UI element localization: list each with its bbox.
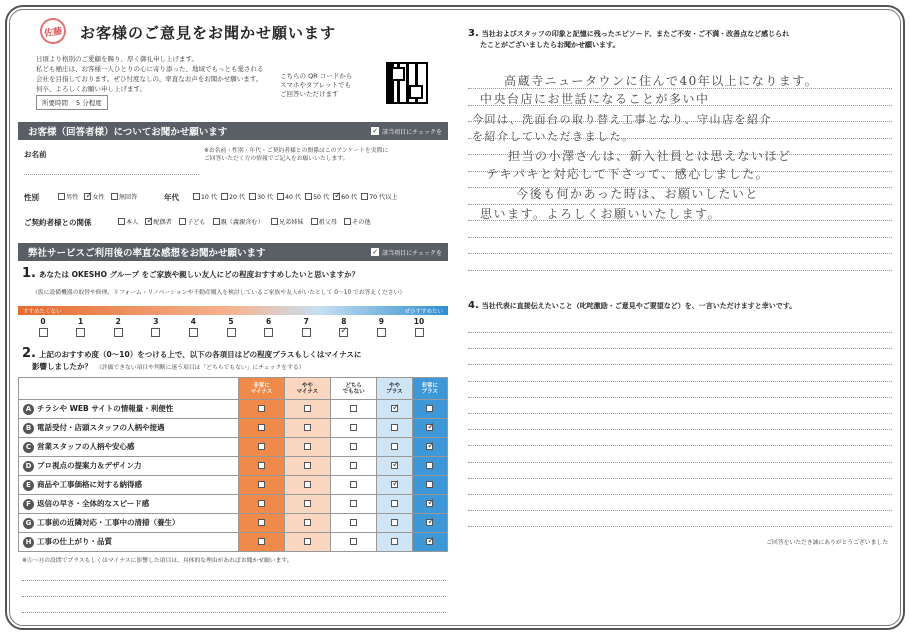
- rating-cell[interactable]: [412, 457, 447, 476]
- scale-option-2[interactable]: [99, 317, 137, 337]
- answer-line[interactable]: [468, 510, 892, 511]
- intro-line: 私ども桶庄は、お客様一人ひとりの心に寄り添った、地域でもっとも愛される: [36, 65, 264, 73]
- rating-cell[interactable]: [377, 457, 412, 476]
- handwriting-line: 担当の小澤さんは、新入社員とは思えないほど: [508, 149, 792, 163]
- option-label: 30 代: [257, 194, 274, 201]
- row-label: [19, 457, 239, 476]
- scale-option-4[interactable]: [174, 317, 212, 337]
- rating-cell[interactable]: [239, 533, 285, 552]
- row-label-text: 工事の仕上がり・品質: [37, 537, 112, 546]
- option-label: 50 代: [313, 194, 330, 201]
- handwriting-line: 高蔵寺ニュータウンに住んで40年以上になります。: [504, 74, 819, 88]
- option-label: 10 代: [201, 194, 218, 201]
- checkbox[interactable]: [426, 405, 433, 412]
- rating-cell[interactable]: [377, 400, 412, 419]
- table-row: [19, 495, 448, 514]
- checkbox[interactable]: [118, 218, 125, 225]
- rating-cell[interactable]: [330, 419, 377, 438]
- checkbox[interactable]: [304, 481, 311, 488]
- table-row: [19, 533, 448, 552]
- check-note-text: 該当項目にチェックを: [382, 249, 442, 257]
- scale-number: 8: [341, 317, 347, 326]
- intro-line: 日頃より格別のご愛顧を賜り、厚く御礼申し上げます。: [36, 55, 198, 63]
- question-3: [468, 28, 789, 40]
- thanks-text: ご回答をいただき誠にありがとうございました: [766, 540, 888, 546]
- table-row: [19, 419, 448, 438]
- relation-option[interactable]: [271, 217, 304, 226]
- rating-cell[interactable]: [330, 495, 377, 514]
- rating-cell[interactable]: [330, 457, 377, 476]
- rating-cell[interactable]: [239, 438, 285, 457]
- answer-line[interactable]: [468, 462, 892, 463]
- checkbox[interactable]: [258, 462, 265, 469]
- checkbox[interactable]: [350, 538, 357, 545]
- scale-high-label: ぜひすすめたい: [404, 308, 443, 315]
- rating-cell[interactable]: [239, 419, 285, 438]
- check-note: [371, 248, 442, 257]
- row-label: [19, 514, 239, 533]
- qr-caption-line: こちらの QR コードから: [280, 72, 353, 80]
- checkbox[interactable]: [258, 519, 265, 526]
- scale-number: 7: [303, 317, 309, 326]
- checkbox-checked[interactable]: [145, 218, 152, 225]
- answer-line[interactable]: [468, 253, 892, 254]
- table-row: [19, 438, 448, 457]
- question-2-number: 2.: [22, 346, 36, 361]
- intro-line: 何卒、よろしくお願い申し上げます。: [36, 85, 146, 93]
- scale-number: 2: [115, 317, 121, 326]
- scale-option-7[interactable]: [287, 317, 325, 337]
- checkbox-checked[interactable]: [339, 328, 348, 337]
- row-label-text: 電話受付・店頭スタッフの人柄や接遇: [37, 423, 165, 432]
- checkbox-checked[interactable]: [391, 405, 398, 412]
- column-header: どちら でもない: [330, 378, 377, 400]
- rating-cell[interactable]: [412, 514, 447, 533]
- rating-cell[interactable]: [239, 457, 285, 476]
- checkbox[interactable]: [277, 193, 284, 200]
- right-page: [468, 14, 892, 624]
- option-label: 兄弟姉妹: [278, 219, 304, 226]
- name-seal-stamp: 佐藤: [38, 16, 67, 45]
- table-header-blank: [19, 378, 239, 400]
- row-mark-icon: F: [23, 499, 34, 510]
- gender-label: 性別: [24, 193, 39, 202]
- row-mark-icon: C: [23, 442, 34, 453]
- rating-cell[interactable]: [330, 438, 377, 457]
- checkbox[interactable]: [305, 193, 312, 200]
- table-row: [19, 514, 448, 533]
- checkbox[interactable]: [350, 481, 357, 488]
- checkbox[interactable]: [391, 424, 398, 431]
- relation-option-checked[interactable]: [145, 217, 172, 226]
- checkbox[interactable]: [391, 443, 398, 450]
- gender-option-female[interactable]: [84, 192, 104, 201]
- checkbox[interactable]: [391, 519, 398, 526]
- page-title: お客様のご意見をお聞かせ願います: [80, 24, 337, 42]
- table-header-row: [19, 378, 448, 400]
- checkbox[interactable]: [76, 328, 85, 337]
- column-header: 非常に プラス: [412, 378, 447, 400]
- handwriting-line: テキパキと対応して下さって、感心しました。: [486, 167, 770, 181]
- name-input-line[interactable]: [24, 174, 199, 175]
- handwriting-line: 中央台店にお世話になることが多い中: [480, 92, 710, 106]
- handwriting-line: 今後も何かあった時は、お願いしたいと: [516, 187, 759, 201]
- rating-cell[interactable]: [239, 476, 285, 495]
- age-option[interactable]: [193, 192, 217, 201]
- reason-input-line[interactable]: [22, 596, 446, 597]
- check-note-icon: ✓: [372, 127, 379, 135]
- table-row: [19, 476, 448, 495]
- table-row: [19, 400, 448, 419]
- checkbox-checked[interactable]: [391, 462, 398, 469]
- rating-cell[interactable]: [284, 400, 330, 419]
- answer-line[interactable]: [468, 478, 892, 479]
- time-value: 5 分程度: [76, 99, 102, 107]
- relation-option[interactable]: [118, 217, 138, 226]
- checkbox[interactable]: [344, 218, 351, 225]
- row-label-text: チラシや WEB サイトの情報量・利便性: [37, 404, 174, 413]
- row-label-text: 返信の早さ・全体的なスピード感: [37, 499, 150, 508]
- handwriting-line: 思います。よろしくお願いいたします。: [480, 207, 722, 221]
- scale-option-10[interactable]: [400, 317, 438, 337]
- option-label: 祖父母: [318, 219, 338, 226]
- checkbox[interactable]: [227, 328, 236, 337]
- row-mark-icon: A: [23, 404, 34, 415]
- checkbox[interactable]: [58, 193, 65, 200]
- question-3-number: 3.: [468, 28, 479, 39]
- answer-line[interactable]: [468, 397, 892, 398]
- checkbox[interactable]: [271, 218, 278, 225]
- section1-title: お客様（回答者様）についてお聞かせ願います: [28, 127, 228, 138]
- row-label: [19, 495, 239, 514]
- checkbox[interactable]: [39, 328, 48, 337]
- checkbox[interactable]: [151, 328, 160, 337]
- rating-cell[interactable]: [330, 400, 377, 419]
- rating-cell[interactable]: [284, 514, 330, 533]
- rating-cell[interactable]: [377, 495, 412, 514]
- intro-text: [36, 54, 298, 94]
- option-label: 子ども: [186, 219, 206, 226]
- rating-cell[interactable]: [377, 438, 412, 457]
- handwriting-line: 今回は、洗面台の取り替え工事となり、守山店を紹介: [472, 113, 772, 126]
- checkbox[interactable]: [304, 538, 311, 545]
- rating-cell[interactable]: [330, 514, 377, 533]
- scale-number: 6: [265, 317, 272, 326]
- relation-label: ご契約者様との関係: [24, 218, 92, 227]
- question-4-text: 当社代表に直接伝えたいこと（叱咤激励・ご意見やご要望など）を、一言いただけますと幸いです。: [481, 302, 797, 310]
- question-4-number: 4.: [468, 300, 479, 311]
- scale-option-6[interactable]: [250, 317, 288, 337]
- rating-cell[interactable]: [412, 476, 447, 495]
- scale-low-label: すすめたくない: [23, 308, 62, 315]
- age-option[interactable]: [249, 192, 273, 201]
- checkbox[interactable]: [249, 193, 256, 200]
- scale-option-3[interactable]: [137, 317, 175, 337]
- checkbox[interactable]: [350, 519, 357, 526]
- time-required-box: [36, 95, 108, 110]
- time-label: 所要時間: [42, 99, 68, 107]
- scale-number: 10: [413, 317, 425, 326]
- option-label: 親（義親含む）: [220, 219, 264, 226]
- rating-cell[interactable]: [412, 533, 447, 552]
- evaluation-table: [18, 377, 448, 552]
- recommend-scale-header: [18, 306, 448, 315]
- rating-cell[interactable]: [284, 438, 330, 457]
- privacy-note-line: ※お名前・性別・年代・ご契約者様との関係はこのアンケートを実際に: [204, 148, 389, 154]
- question-3-text: 当社およびスタッフの印象と記憶に残ったエピソード、またご不安・ご不満・改善点など感じられ: [481, 30, 790, 38]
- qr-caption: [280, 72, 380, 99]
- checkbox[interactable]: [304, 519, 311, 526]
- checkbox[interactable]: [350, 462, 357, 469]
- rating-cell[interactable]: [239, 514, 285, 533]
- checkbox[interactable]: [258, 481, 265, 488]
- scale-option-8[interactable]: [325, 317, 363, 337]
- question-2-text: 上記のおすすめ度（0～10）をつける上で、以下の各項目はどの程度プラスもしくはマイナスに: [38, 350, 362, 359]
- answer-line[interactable]: [468, 494, 892, 495]
- relation-options: [118, 217, 371, 226]
- rating-cell[interactable]: [412, 400, 447, 419]
- row-label-text: 営業スタッフの人柄や安心感: [37, 442, 135, 451]
- scale-number: 1: [77, 317, 84, 326]
- section2-header: [18, 243, 448, 261]
- checkbox[interactable]: [391, 500, 398, 507]
- question-4: [468, 300, 796, 312]
- row-label: [19, 419, 239, 438]
- qr-caption-line: ご回答いただけます: [280, 90, 339, 98]
- handwriting-line: を紹介していただきました。: [472, 130, 635, 143]
- qr-caption-line: スマホやタブレットでも: [280, 81, 352, 89]
- checkbox[interactable]: [311, 218, 318, 225]
- age-option[interactable]: [277, 192, 301, 201]
- table-row: [19, 457, 448, 476]
- check-note: [371, 127, 442, 136]
- answer-line[interactable]: [468, 413, 892, 414]
- table-footnote: ※Ⓐ～Ⓗの設問でプラスもしくはマイナスに影響した項目は、具体的な理由があればお聞かせ願います。: [22, 558, 293, 564]
- answer-line[interactable]: [468, 445, 892, 446]
- answer-line[interactable]: [468, 381, 892, 382]
- check-note-icon: ✓: [372, 248, 379, 256]
- checkbox[interactable]: [391, 538, 398, 545]
- checkbox[interactable]: [258, 424, 265, 431]
- answer-line[interactable]: [468, 348, 892, 349]
- reason-input-line[interactable]: [22, 580, 446, 581]
- option-label: 60 代: [341, 194, 358, 201]
- rating-cell[interactable]: [377, 533, 412, 552]
- rating-cell[interactable]: [284, 419, 330, 438]
- checkbox[interactable]: [258, 443, 265, 450]
- gender-options: [58, 192, 137, 201]
- answer-line[interactable]: [468, 270, 892, 271]
- checkbox-checked[interactable]: [426, 424, 433, 431]
- row-mark-icon: D: [23, 461, 34, 472]
- relation-option[interactable]: [311, 217, 338, 226]
- reason-input-line[interactable]: [22, 612, 446, 613]
- rating-cell[interactable]: [412, 438, 447, 457]
- checkbox-checked[interactable]: [426, 443, 433, 450]
- checkbox[interactable]: [350, 405, 357, 412]
- question-1-sub: （仮に設備機器の取替や修理、リフォーム・リノベーションや不動産購入を検討しているご家族や友人がいたとして 0～10 でお答えください）: [32, 290, 406, 296]
- rating-cell[interactable]: [284, 533, 330, 552]
- age-label: 年代: [164, 193, 179, 202]
- row-mark-icon: H: [23, 537, 34, 548]
- column-header: 非常に マイナス: [239, 378, 285, 400]
- option-label: その他: [352, 219, 371, 226]
- question-1: [22, 266, 359, 281]
- checkbox[interactable]: [213, 218, 220, 225]
- checkbox[interactable]: [258, 538, 265, 545]
- question-1-text: あなたは OKESHO グループ をご家族や親しい友人にどの程度おすすめしたいと思いますか？: [38, 270, 360, 279]
- scale-option-1[interactable]: [62, 317, 100, 337]
- column-header: やや プラス: [377, 378, 412, 400]
- checkbox-checked[interactable]: [426, 500, 433, 507]
- row-label-text: 商品や工事価格に対する納得感: [37, 480, 142, 489]
- scale-number: 9: [378, 317, 384, 326]
- option-label: 20 代: [229, 194, 246, 201]
- checkbox[interactable]: [426, 462, 433, 469]
- answer-line[interactable]: [468, 364, 892, 365]
- age-option[interactable]: [221, 192, 245, 201]
- row-label: [19, 476, 239, 495]
- section2-title: 弊社サービスご利用後の率直な感想をお聞かせ願います: [28, 248, 266, 259]
- checkbox[interactable]: [302, 328, 311, 337]
- question-1-number: 1.: [22, 266, 36, 281]
- age-option-checked[interactable]: [333, 192, 357, 201]
- checkbox[interactable]: [350, 443, 357, 450]
- row-label: [19, 438, 239, 457]
- answer-line[interactable]: [468, 429, 892, 430]
- rating-cell[interactable]: [284, 457, 330, 476]
- checkbox[interactable]: [189, 328, 198, 337]
- option-label: 男性: [66, 194, 79, 201]
- checkbox[interactable]: [304, 443, 311, 450]
- option-label: 女性: [92, 194, 105, 201]
- answer-line[interactable]: [468, 332, 892, 333]
- rating-cell[interactable]: [377, 514, 412, 533]
- checkbox[interactable]: [114, 328, 123, 337]
- row-label: [19, 400, 239, 419]
- relation-option[interactable]: [179, 217, 206, 226]
- privacy-note-line: ご回答いただく方の情報でご記入をお願いいたします。: [204, 156, 349, 162]
- question-3-text: たことがございましたらお聞かせ願います。: [480, 41, 620, 49]
- checkbox[interactable]: [304, 424, 311, 431]
- rating-cell[interactable]: [239, 495, 285, 514]
- option-label: 配偶者: [153, 219, 172, 226]
- checkbox[interactable]: [264, 328, 273, 337]
- checkbox[interactable]: [426, 481, 433, 488]
- gender-option-none[interactable]: [111, 192, 138, 201]
- intro-line: 会社を目指しております。ぜひ忖度なしの、率直なお声をお聞かせ願います。: [36, 75, 263, 83]
- option-label: 70 代以上: [369, 194, 398, 201]
- checkbox-checked[interactable]: [391, 481, 398, 488]
- checkbox-checked[interactable]: [426, 519, 433, 526]
- question-2-text: 影響しましたか？: [32, 362, 92, 371]
- section1-header: [18, 122, 448, 140]
- rating-cell[interactable]: [330, 476, 377, 495]
- checkbox[interactable]: [350, 424, 357, 431]
- rating-cell[interactable]: [284, 495, 330, 514]
- option-label: 本人: [126, 219, 139, 226]
- age-option[interactable]: [305, 192, 329, 201]
- rating-cell[interactable]: [330, 533, 377, 552]
- age-option[interactable]: [361, 192, 397, 201]
- answer-line[interactable]: [468, 526, 892, 527]
- row-label: [19, 533, 239, 552]
- check-note-text: 該当項目にチェックを: [382, 128, 442, 136]
- rating-cell[interactable]: [412, 419, 447, 438]
- checkbox-checked[interactable]: [333, 193, 340, 200]
- scale-option-0[interactable]: [24, 317, 62, 337]
- scale-option-5[interactable]: [212, 317, 250, 337]
- option-label: 40 代: [285, 194, 302, 201]
- rating-cell[interactable]: [239, 400, 285, 419]
- scale-number: 4: [190, 317, 196, 326]
- left-page: [18, 14, 448, 624]
- age-options: [193, 192, 398, 201]
- relation-option[interactable]: [213, 217, 264, 226]
- gender-option-male[interactable]: [58, 192, 78, 201]
- row-label-text: プロ視点の提案力＆デザイン力: [37, 461, 142, 470]
- option-label: 無回答: [118, 194, 138, 201]
- name-label: お名前: [24, 150, 47, 159]
- checkbox[interactable]: [258, 405, 265, 412]
- row-mark-icon: E: [23, 480, 34, 491]
- scale-number: 5: [228, 317, 234, 326]
- checkbox[interactable]: [258, 500, 265, 507]
- checkbox[interactable]: [350, 500, 357, 507]
- row-label-text: 工事前の近隣対応・工事中の清掃（養生）: [37, 518, 180, 527]
- question-2-line2: [32, 361, 304, 372]
- rating-cell[interactable]: [377, 419, 412, 438]
- scale-number: 3: [153, 317, 159, 326]
- answer-line[interactable]: [468, 237, 892, 238]
- column-header: やや マイナス: [284, 378, 330, 400]
- row-mark-icon: G: [23, 518, 34, 529]
- relation-option[interactable]: [344, 217, 371, 226]
- question-2: [22, 346, 361, 361]
- question-2-sub: （評価できない項目や判断に迷う項目は「どちらでもない」にチェックをする）: [96, 365, 305, 371]
- checkbox[interactable]: [179, 218, 186, 225]
- checkbox[interactable]: [221, 193, 228, 200]
- checkbox[interactable]: [111, 193, 118, 200]
- qr-code-icon[interactable]: [386, 62, 428, 104]
- rating-cell[interactable]: [284, 476, 330, 495]
- checkbox-checked[interactable]: [84, 193, 91, 200]
- scale-option-9[interactable]: [362, 317, 400, 337]
- checkbox[interactable]: [361, 193, 368, 200]
- checkbox[interactable]: [377, 328, 386, 337]
- checkbox[interactable]: [304, 405, 311, 412]
- checkbox[interactable]: [193, 193, 200, 200]
- rating-cell[interactable]: [412, 495, 447, 514]
- checkbox[interactable]: [415, 328, 424, 337]
- checkbox[interactable]: [304, 500, 311, 507]
- checkbox[interactable]: [304, 462, 311, 469]
- privacy-note: [204, 147, 444, 163]
- rating-cell[interactable]: [377, 476, 412, 495]
- scale-number: 0: [40, 317, 46, 326]
- row-mark-icon: B: [23, 423, 34, 434]
- checkbox-checked[interactable]: [426, 538, 433, 545]
